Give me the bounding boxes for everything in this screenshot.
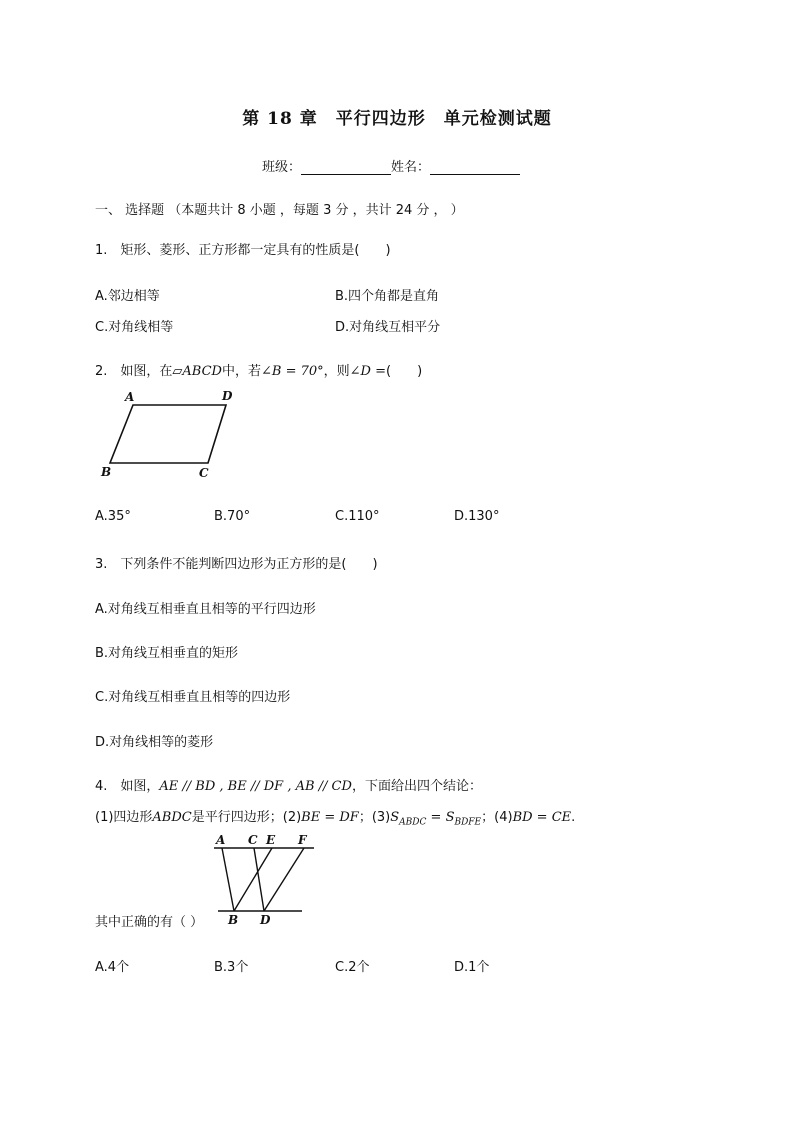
figure-label-a: A (216, 833, 226, 847)
parallelogram-shape (110, 405, 226, 463)
q2-stem: 2. 如图，在▱ABCD中，若∠B = 70°，则∠D =( ) (95, 364, 423, 379)
q4-option-b: B.3个 (214, 960, 249, 975)
figure-label-b: B (228, 913, 239, 927)
q4-option-d: D.1个 (454, 960, 490, 975)
class-label: 班级： (262, 160, 302, 175)
figure-label-c: C (248, 833, 258, 847)
section-header: 一、 选择题 （本题共计 8 小题 ，每题 3 分 ，共计 24 分 ， ） (95, 203, 464, 218)
q4-parallel-lines-figure (210, 830, 320, 930)
q1-option-c: C.对角线相等 (95, 320, 174, 335)
name-label: 姓名： (391, 160, 431, 175)
figure-label-a: A (125, 390, 135, 404)
q4-option-a: A.4个 (95, 960, 130, 975)
page-title: 第 18 章 平行四边形 单元检测试题 (242, 109, 552, 129)
q4-prompt: 其中正确的有（ ） (95, 915, 204, 930)
figure-label-e: E (266, 833, 276, 847)
segment-cd (254, 848, 264, 911)
q4-stem: 4. 如图，AE // BD , BE // DF , AB // CD，下面给出四个结论： (95, 779, 482, 794)
q4-conclusions: (1)四边形ABDC是平行四边形；(2)BE = DF；$(3)S_{ABDC} = S_{BDFE}$；(4)BD = CE. (95, 810, 576, 828)
segment-fd (264, 848, 304, 911)
q1-option-a: A.邻边相等 (95, 289, 160, 304)
figure-label-d: D (260, 913, 271, 927)
q2-parallelogram-figure (95, 386, 245, 482)
segment-eb (234, 848, 272, 911)
q2-option-c: C.110° (335, 509, 380, 524)
q3-option-b: B.对角线互相垂直的矩形 (95, 646, 239, 661)
figure-label-d: D (222, 389, 233, 403)
figure-label-f: F (298, 833, 307, 847)
q1-option-b: B.四个角都是直角 (335, 289, 440, 304)
q3-option-a: A.对角线互相垂直且相等的平行四边形 (95, 602, 316, 617)
q1-option-d: D.对角线互相平分 (335, 320, 441, 335)
q3-stem: 3. 下列条件不能判断四边形为正方形的是( ) (95, 557, 378, 572)
segment-ab (222, 848, 234, 911)
class-blank (301, 160, 391, 175)
q1-stem: 1. 矩形、菱形、正方形都一定具有的性质是( ) (95, 243, 391, 258)
q2-option-d: D.130° (454, 509, 500, 524)
name-blank (430, 160, 520, 175)
figure-label-c: C (199, 466, 209, 480)
figure-label-b: B (101, 465, 112, 479)
q3-option-c: C.对角线互相垂直且相等的四边形 (95, 690, 291, 705)
q2-option-a: A.35° (95, 509, 131, 524)
student-info (262, 156, 520, 175)
q4-option-c: C.2个 (335, 960, 370, 975)
q3-option-d: D.对角线相等的菱形 (95, 735, 214, 750)
q2-option-b: B.70° (214, 509, 251, 524)
